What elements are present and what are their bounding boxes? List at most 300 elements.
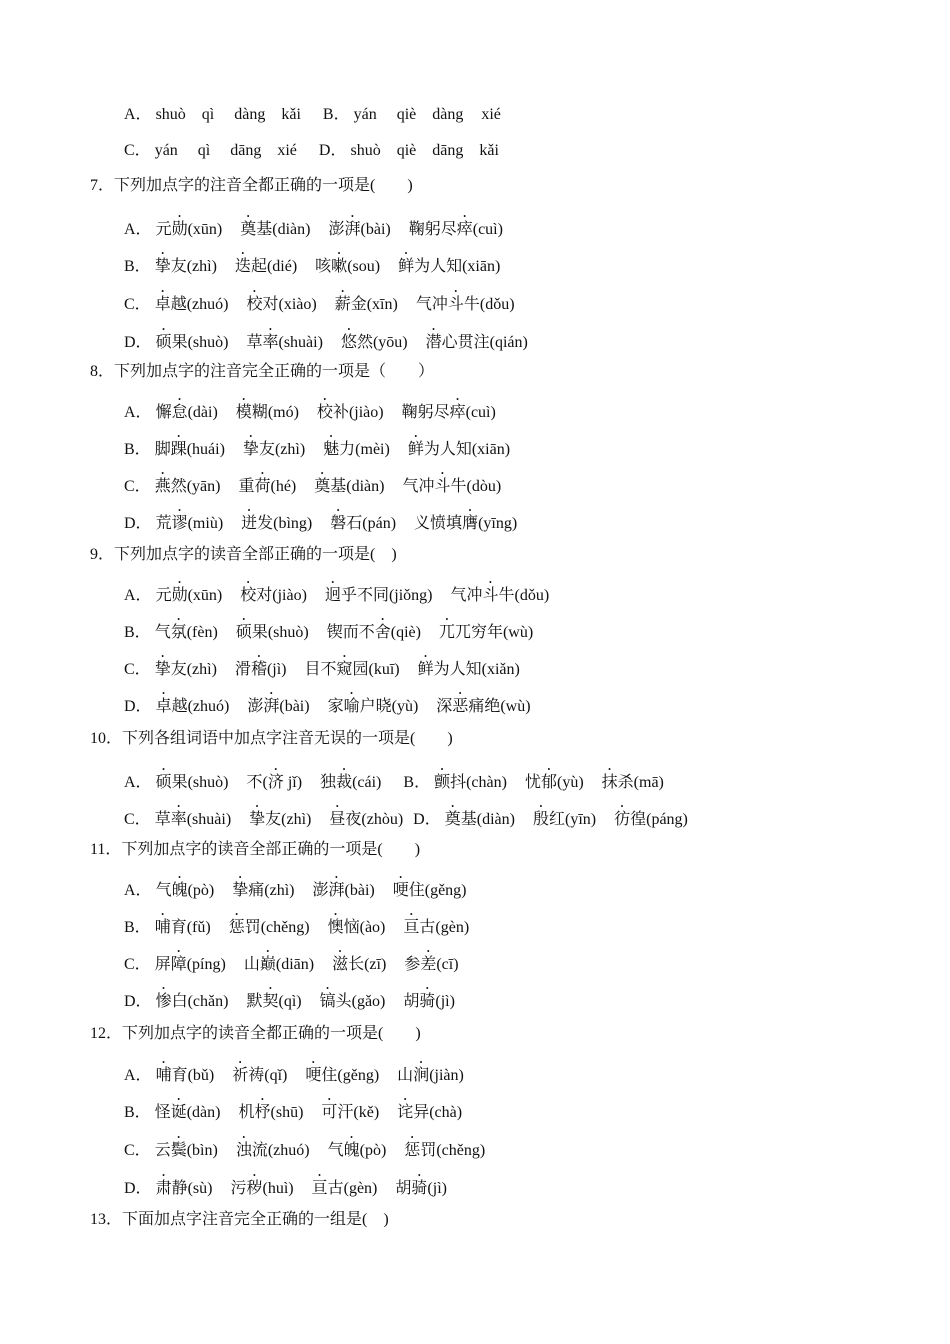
- option-label: B．: [403, 774, 431, 791]
- word-with-pinyin: [232, 873, 294, 903]
- word-with-pinyin: [403, 910, 469, 940]
- q11-stem: 11．下列加点字的读音全部正确的一项是( ): [90, 841, 421, 858]
- word-text: 育(bǔ): [171, 1067, 215, 1084]
- dotted-character: 济: [267, 774, 284, 791]
- dotted-character: 挚: [154, 661, 171, 678]
- word-with-pinyin: [235, 652, 287, 682]
- dotted-character: 谬: [171, 515, 188, 532]
- word-with-pinyin: [235, 249, 297, 279]
- dotted-character: 率: [262, 334, 279, 351]
- word-with-pinyin: [155, 615, 218, 645]
- word-with-pinyin: [445, 802, 515, 832]
- dotted-character: 挚: [232, 882, 249, 899]
- dotted-character: 祈: [232, 1067, 249, 1084]
- word-text: 头(gǎo): [335, 993, 386, 1010]
- option-label: A．: [124, 221, 152, 238]
- word-text: 住(gěng): [321, 1067, 380, 1084]
- dotted-character: 魄: [343, 1142, 360, 1159]
- word-with-pinyin: [408, 432, 510, 462]
- q11-option-a: [124, 873, 467, 897]
- option-a: A． shuò qì dàng kǎi: [124, 106, 301, 123]
- word-with-pinyin: [312, 1171, 378, 1201]
- word-text: (yīng): [478, 515, 518, 532]
- dotted-character: 滋: [332, 956, 349, 973]
- dotted-character: 喻: [343, 698, 360, 715]
- dotted-character: 挚: [154, 258, 171, 275]
- word-text: 然(yōu): [356, 334, 408, 351]
- option-label: C．: [124, 478, 151, 495]
- word-text: 糊(mó): [251, 404, 299, 421]
- dotted-character: 骑: [411, 1180, 428, 1197]
- word-with-pinyin: [156, 1058, 215, 1088]
- dotted-character: 勋: [171, 221, 188, 238]
- word-text: 重: [238, 478, 255, 495]
- word-text: 发(bìng): [257, 515, 313, 532]
- word-text: (pò): [359, 1142, 387, 1159]
- word-text: 家: [327, 698, 344, 715]
- q9-option-b: [124, 615, 533, 639]
- dotted-character: 挚: [249, 811, 266, 828]
- option-d: [413, 802, 688, 832]
- dotted-character: 舍: [374, 624, 391, 641]
- option-label: B．: [124, 441, 151, 458]
- word-with-pinyin: [329, 802, 403, 832]
- word-with-pinyin: [418, 652, 520, 682]
- word-with-pinyin: [155, 287, 229, 317]
- word-with-pinyin: [320, 984, 386, 1014]
- word-text: (bài): [360, 221, 391, 238]
- word-with-pinyin: [156, 325, 229, 355]
- word-with-pinyin: [434, 765, 507, 795]
- dotted-character: 鲜: [398, 258, 415, 275]
- dotted-character: 斗: [447, 296, 464, 313]
- dotted-character: 迥: [324, 587, 341, 604]
- q11-option-d: [124, 984, 455, 1008]
- dotted-character: 硕: [155, 774, 172, 791]
- q7-option-a: [124, 212, 503, 236]
- word-text: 独: [320, 774, 337, 791]
- word-text: (bài): [279, 698, 310, 715]
- dotted-character: 氛: [170, 624, 187, 641]
- word-text: 园(kuī): [352, 661, 400, 678]
- word-text: 深: [436, 698, 453, 715]
- dotted-character: 湃: [344, 221, 361, 238]
- word-text: 气冲: [450, 587, 483, 604]
- q8-option-b: [124, 432, 510, 456]
- word-text: 罚(chěng): [244, 919, 310, 936]
- dotted-character: 障: [170, 956, 187, 973]
- word-text: 气: [155, 882, 172, 899]
- q10-options-line-1: [124, 765, 664, 789]
- word-text: 气冲: [402, 478, 435, 495]
- word-text: 友(zhì): [258, 441, 306, 458]
- word-text: 为人知(xiān): [414, 258, 501, 275]
- word-text: 云: [154, 1142, 171, 1159]
- word-text: 机: [238, 1104, 255, 1121]
- option-label: C．: [124, 811, 151, 828]
- dotted-character: 迸: [241, 515, 258, 532]
- dotted-character: 抹: [601, 774, 618, 791]
- word-with-pinyin: [328, 689, 419, 719]
- word-text: 山: [397, 1067, 414, 1084]
- word-text: 静(sù): [171, 1180, 213, 1197]
- dotted-character: 哽: [305, 1067, 322, 1084]
- word-text: 痛(zhì): [248, 882, 295, 899]
- dotted-character: 踝: [170, 441, 187, 458]
- dotted-character: 亘: [311, 1180, 328, 1197]
- word-with-pinyin: [230, 1171, 293, 1201]
- word-with-pinyin: [156, 873, 215, 903]
- word-text: 屏: [154, 956, 171, 973]
- dotted-character: 燕: [154, 478, 171, 495]
- dotted-character: 率: [170, 811, 187, 828]
- word-text: (píng): [186, 956, 226, 973]
- word-text: (cái): [352, 774, 382, 791]
- dotted-character: 膺: [462, 515, 479, 532]
- option-c: [124, 802, 403, 832]
- option-label: D．: [413, 811, 441, 828]
- dotted-character: 魄: [171, 882, 188, 899]
- word-with-pinyin: [525, 765, 584, 795]
- word-text: (bài): [344, 882, 375, 899]
- word-text: (xūn): [187, 587, 223, 604]
- word-text: 流(zhuó): [251, 1142, 310, 1159]
- word-text: 育(fǔ): [170, 919, 211, 936]
- word-text: 友(zhì): [170, 258, 217, 275]
- word-text: 懈: [155, 404, 172, 421]
- word-with-pinyin: [317, 395, 384, 425]
- dotted-character: 嗽: [331, 258, 348, 275]
- option-label: C．: [124, 1142, 151, 1159]
- word-with-pinyin: [395, 1171, 447, 1201]
- word-with-pinyin: [156, 506, 224, 536]
- q9-option-c: [124, 652, 520, 676]
- dotted-character: 稽: [250, 661, 267, 678]
- word-text: 越(zhuó): [171, 698, 230, 715]
- word-with-pinyin: [156, 765, 229, 795]
- dotted-character: 惩: [228, 919, 245, 936]
- dotted-character: 硕: [155, 334, 172, 351]
- word-with-pinyin: [156, 984, 229, 1014]
- word-text: 果(shuò): [251, 624, 309, 641]
- q6-options-line-2: [124, 139, 499, 163]
- q9-option-d: [124, 689, 531, 713]
- word-with-pinyin: [330, 506, 396, 536]
- q6-options-line-1: [124, 103, 501, 127]
- word-with-pinyin: [602, 765, 664, 795]
- word-text: 祷(qǐ): [248, 1067, 288, 1084]
- word-with-pinyin: [240, 212, 310, 242]
- word-text: 罚(chěng): [420, 1142, 486, 1159]
- option-b: [403, 765, 664, 795]
- dotted-character: 哽: [392, 882, 409, 899]
- word-text: (dài): [187, 404, 218, 421]
- word-text: 抖(chàn): [450, 774, 507, 791]
- word-text: 怪: [154, 1104, 171, 1121]
- dotted-character: 骑: [419, 993, 436, 1010]
- word-text: (huái): [186, 441, 225, 458]
- word-text: 澎: [312, 882, 329, 899]
- option-d: D． shuò qiè dāng kǎi: [318, 142, 499, 159]
- dotted-character: 郁: [540, 774, 557, 791]
- word-text: 对(jiào): [256, 587, 307, 604]
- word-with-pinyin: [229, 910, 310, 940]
- option-label: D．: [124, 334, 152, 351]
- word-text: 友(zhì): [265, 811, 312, 828]
- word-text: (cī): [436, 956, 459, 973]
- word-with-pinyin: [398, 249, 500, 279]
- q12-option-c: [124, 1133, 485, 1157]
- word-with-pinyin: [325, 578, 433, 608]
- word-text: 红(yīn): [548, 811, 597, 828]
- q7-option-b: [124, 249, 500, 273]
- word-text: (yù): [557, 774, 584, 791]
- dotted-character: 斗: [434, 478, 451, 495]
- dotted-character: 浊: [235, 1142, 252, 1159]
- word-with-pinyin: [402, 395, 496, 425]
- word-with-pinyin: [243, 432, 305, 462]
- dotted-character: 亘: [403, 919, 420, 936]
- q8-option-c: [124, 469, 501, 493]
- word-text: 兀穷年(wù): [454, 624, 534, 641]
- q7-option-c: [124, 287, 515, 311]
- word-with-pinyin: [238, 1095, 303, 1125]
- option-label: A．: [124, 587, 152, 604]
- q10-stem: 10．下列各组词语中加点字注音无误的一项是( ): [90, 730, 453, 747]
- word-text: 气: [327, 1142, 344, 1159]
- dotted-character: 校: [246, 296, 263, 313]
- word-text: 牛(dǒu): [463, 296, 515, 313]
- word-text: 牛(dòu): [450, 478, 502, 495]
- word-text: 越(zhuó): [170, 296, 229, 313]
- word-text: (xūn): [187, 221, 223, 238]
- option-label: C．: [124, 296, 151, 313]
- word-with-pinyin: [328, 212, 390, 242]
- dotted-character: 卓: [154, 296, 171, 313]
- word-text: 气: [154, 624, 171, 641]
- option-label: A．: [124, 774, 152, 791]
- q8-option-a: [124, 395, 496, 419]
- word-text: 杀(mā): [617, 774, 664, 791]
- word-with-pinyin: [155, 802, 231, 832]
- word-with-pinyin: [403, 469, 502, 499]
- word-text: (hé): [270, 478, 297, 495]
- word-with-pinyin: [320, 765, 381, 795]
- word-text: 山: [243, 956, 260, 973]
- word-with-pinyin: [341, 325, 408, 355]
- q10-options-line-2: [124, 802, 688, 826]
- dotted-character: 哺: [154, 919, 171, 936]
- dotted-character: 镐: [319, 993, 336, 1010]
- word-with-pinyin: [155, 249, 217, 279]
- q12-stem: 12．下列加点字的读音全都正确的一项是( ): [90, 1025, 421, 1042]
- word-text: 咳: [315, 258, 332, 275]
- word-with-pinyin: [426, 325, 528, 355]
- q9-stem: 9．下列加点字的读音全部正确的一项是( ): [90, 546, 397, 563]
- option-label: D．: [124, 698, 152, 715]
- word-text: 痛绝(wù): [468, 698, 531, 715]
- word-text: 滑: [234, 661, 251, 678]
- dotted-character: 瘁: [449, 404, 466, 421]
- dotted-character: 可: [321, 1104, 338, 1121]
- dotted-character: 奠: [444, 811, 461, 828]
- word-text: 基(diàn): [460, 811, 515, 828]
- word-text: 胡: [395, 1180, 412, 1197]
- word-with-pinyin: [321, 1095, 379, 1125]
- word-text: 乎不同(jiǒng): [340, 587, 433, 604]
- word-with-pinyin: [236, 615, 309, 645]
- dotted-character: 荷: [254, 478, 271, 495]
- word-text: 古(gèn): [327, 1180, 378, 1197]
- option-label: A．: [124, 404, 152, 421]
- word-text: 古(gèn): [419, 919, 470, 936]
- word-text: (miù): [187, 515, 224, 532]
- word-with-pinyin: [155, 1133, 218, 1163]
- word-text: 异(chà): [413, 1104, 463, 1121]
- word-text: (jì): [435, 993, 455, 1010]
- word-text: (jì): [266, 661, 287, 678]
- word-with-pinyin: [246, 325, 322, 355]
- word-text: (bìn): [186, 1142, 218, 1159]
- q11-option-c: [124, 947, 459, 971]
- word-text: 牛(dǒu): [498, 587, 550, 604]
- word-text: 目不: [304, 661, 337, 678]
- word-text: 胡: [403, 993, 420, 1010]
- word-with-pinyin: [156, 212, 223, 242]
- dotted-character: 薪: [334, 296, 351, 313]
- word-text: 徨(páng): [630, 811, 688, 828]
- dotted-character: 哺: [155, 1067, 172, 1084]
- word-text: 澎: [247, 698, 264, 715]
- word-text: 元: [155, 221, 172, 238]
- word-with-pinyin: [236, 1133, 310, 1163]
- word-text: 锲而不: [326, 624, 375, 641]
- dotted-character: 斗: [482, 587, 499, 604]
- dotted-character: 鲜: [407, 441, 424, 458]
- word-with-pinyin: [246, 287, 316, 317]
- word-with-pinyin: [414, 506, 517, 536]
- word-text: (cuì): [472, 221, 503, 238]
- word-text: (jiàn): [429, 1067, 464, 1084]
- dotted-character: 颤: [434, 774, 451, 791]
- word-with-pinyin: [155, 469, 221, 499]
- dotted-character: 奠: [240, 221, 257, 238]
- word-text: 忧: [524, 774, 541, 791]
- word-text: (shū): [270, 1104, 304, 1121]
- option-label: B．: [124, 624, 151, 641]
- word-with-pinyin: [155, 432, 225, 462]
- q8-option-d: [124, 506, 517, 530]
- option-label: B．: [124, 258, 151, 275]
- dotted-character: 瘁: [456, 221, 473, 238]
- dotted-character: 鬓: [170, 1142, 187, 1159]
- word-text: (sou): [347, 258, 381, 275]
- word-text: 为人知(xiǎn): [433, 661, 520, 678]
- word-with-pinyin: [238, 469, 296, 499]
- word-text: 草: [154, 811, 171, 828]
- word-with-pinyin: [246, 765, 302, 795]
- word-with-pinyin: [335, 287, 398, 317]
- dotted-character: 湃: [328, 882, 345, 899]
- word-text: 基(diàn): [330, 478, 385, 495]
- word-with-pinyin: [249, 802, 311, 832]
- word-with-pinyin: [323, 432, 390, 462]
- word-with-pinyin: [327, 615, 421, 645]
- dotted-character: 惨: [155, 993, 172, 1010]
- word-with-pinyin: [236, 395, 299, 425]
- dotted-character: 殷: [532, 811, 549, 828]
- dotted-character: 卓: [155, 698, 172, 715]
- dotted-character: 勋: [171, 587, 188, 604]
- option-a: [124, 765, 381, 795]
- dotted-character: 鲜: [417, 661, 434, 678]
- word-with-pinyin: [155, 652, 217, 682]
- word-with-pinyin: [397, 1058, 464, 1088]
- word-with-pinyin: [156, 578, 223, 608]
- dotted-character: 潜: [425, 334, 442, 351]
- word-text: 草: [246, 334, 263, 351]
- word-with-pinyin: [247, 689, 309, 719]
- word-with-pinyin: [156, 395, 218, 425]
- dotted-character: 彷: [614, 811, 631, 828]
- q7-option-d: [124, 325, 528, 349]
- q13-stem: 13．下面加点字注音完全正确的一组是( ): [90, 1211, 389, 1228]
- word-text: 起(dié): [250, 258, 298, 275]
- word-text: (shuài): [186, 811, 232, 828]
- word-text: 金(xīn): [350, 296, 398, 313]
- word-with-pinyin: [155, 910, 211, 940]
- dotted-character: 硕: [235, 624, 252, 641]
- word-with-pinyin: [241, 506, 312, 536]
- word-with-pinyin: [332, 947, 386, 977]
- word-text: 元: [155, 587, 172, 604]
- word-text: (dàn): [186, 1104, 221, 1121]
- word-text: 义愤填: [414, 515, 463, 532]
- word-text: (fèn): [186, 624, 218, 641]
- word-text: (qì): [278, 993, 302, 1010]
- word-text: (diān): [275, 956, 315, 973]
- word-text: 果(shuò): [171, 334, 229, 351]
- option-label: C．: [124, 661, 151, 678]
- word-text: 果(shuò): [171, 774, 229, 791]
- word-with-pinyin: [156, 1171, 213, 1201]
- q8-stem: 8．下列加点字的注音完全正确的一项是（ ）: [90, 363, 435, 380]
- word-with-pinyin: [451, 578, 550, 608]
- word-text: 友(zhì): [170, 661, 217, 678]
- word-text: 然(yān): [170, 478, 221, 495]
- dotted-character: 巅: [259, 956, 276, 973]
- word-with-pinyin: [403, 984, 455, 1014]
- dotted-character: 秽: [246, 1180, 263, 1197]
- word-with-pinyin: [397, 1095, 462, 1125]
- word-with-pinyin: [404, 947, 458, 977]
- q7-stem: 7．下列加点字的注音全都正确的一项是( ): [90, 177, 413, 194]
- word-text: (jì): [427, 1180, 447, 1197]
- word-with-pinyin: [328, 910, 386, 940]
- word-with-pinyin: [614, 802, 688, 832]
- word-with-pinyin: [436, 689, 530, 719]
- word-with-pinyin: [328, 1133, 387, 1163]
- dotted-character: 魅: [323, 441, 340, 458]
- dotted-character: 兀: [438, 624, 455, 641]
- word-text: 鞠躬尽: [401, 404, 450, 421]
- option-label: C．: [124, 956, 151, 973]
- word-with-pinyin: [244, 947, 314, 977]
- dotted-character: 懊: [327, 919, 344, 936]
- dotted-character: 差: [420, 956, 437, 973]
- dotted-character: 湃: [263, 698, 280, 715]
- dotted-character: 悠: [340, 334, 357, 351]
